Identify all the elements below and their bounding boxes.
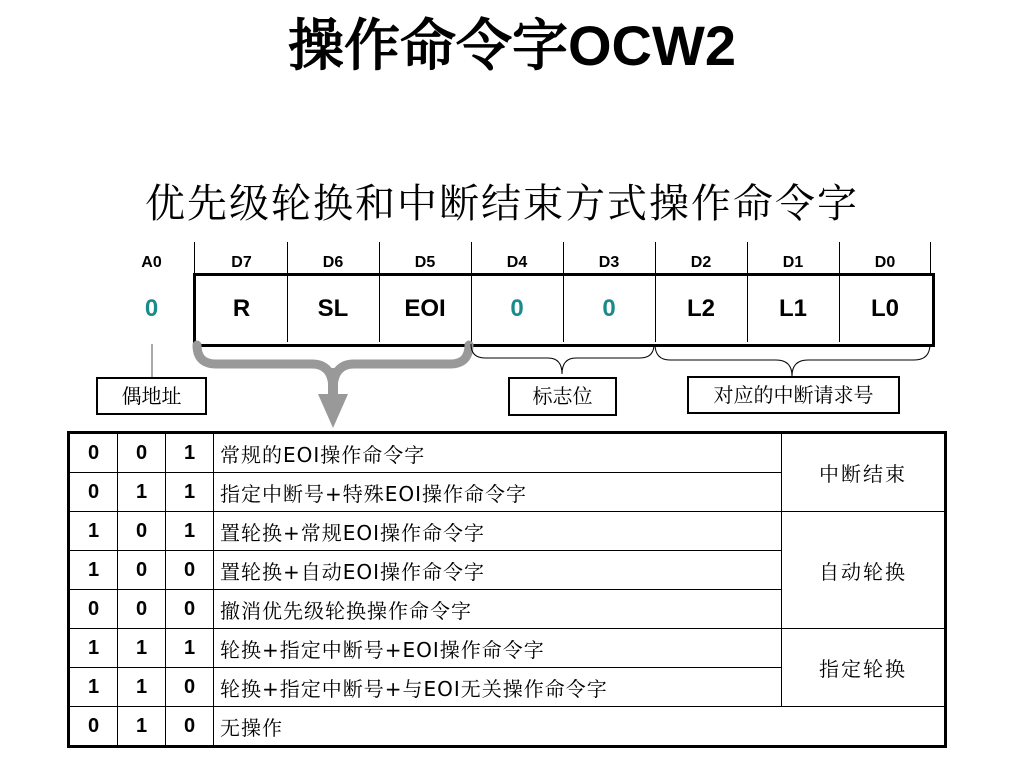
operation-description: 轮换+指定中断号+EOI操作命令字 — [214, 629, 782, 668]
gray-arrow-head — [318, 394, 348, 428]
bit-value-d6: SL — [317, 295, 349, 322]
r-bit: 0 — [69, 707, 118, 747]
sl-bit: 1 — [118, 668, 166, 707]
sl-bit: 1 — [118, 707, 166, 747]
group-auto-rotate: 自动轮换 — [782, 512, 946, 629]
table-row — [69, 433, 946, 473]
eoi-bit: 0 — [166, 551, 214, 590]
group-end-of-interrupt: 中断结束 — [782, 433, 946, 512]
r-bit: 1 — [69, 668, 118, 707]
bit-value-d2: L2 — [686, 295, 715, 322]
irq-number-label: 对应的中断请求号 — [687, 376, 900, 414]
page-title: 操作命令字OCW2 — [288, 14, 736, 77]
r-bit: 0 — [69, 433, 118, 473]
bit-value-d5: EOI — [404, 295, 446, 322]
sl-bit: 1 — [118, 629, 166, 668]
r-bit: 1 — [69, 629, 118, 668]
r-bit: 0 — [69, 590, 118, 629]
operation-description: 置轮换+常规EOI操作命令字 — [214, 512, 782, 551]
bit-value-d1: L1 — [778, 295, 807, 322]
sl-bit: 0 — [118, 590, 166, 629]
sl-bit: 0 — [118, 551, 166, 590]
eoi-bit: 0 — [166, 668, 214, 707]
operation-description: 撤消优先级轮换操作命令字 — [214, 590, 782, 629]
sl-bit: 1 — [118, 473, 166, 512]
gray-arrow-shaft — [328, 368, 338, 396]
bit-value-d7: R — [232, 295, 251, 322]
r-bit: 1 — [69, 551, 118, 590]
operation-description: 指定中断号+特殊EOI操作命令字 — [214, 473, 782, 512]
bit-value-d0: L0 — [870, 295, 899, 322]
bit-label-d6: D6 — [322, 254, 344, 271]
operation-description: 常规的EOI操作命令字 — [214, 433, 782, 473]
eoi-bit: 0 — [166, 590, 214, 629]
operation-description: 置轮换+自动EOI操作命令字 — [214, 551, 782, 590]
eoi-bit: 1 — [166, 629, 214, 668]
bit-label-d5: D5 — [414, 254, 436, 271]
eoi-bit: 1 — [166, 473, 214, 512]
bit-value-a0: 0 — [144, 295, 159, 322]
bit-label-a0: A0 — [141, 254, 162, 271]
table-row — [69, 707, 946, 747]
bit-label-d4: D4 — [506, 254, 528, 271]
eoi-bit: 1 — [166, 512, 214, 551]
group-specific-rotate: 指定轮换 — [782, 629, 946, 707]
subtitle: 优先级轮换和中断结束方式操作命令字 — [145, 181, 859, 227]
bit-label-d1: D1 — [782, 254, 804, 271]
even-address-label: 偶地址 — [96, 377, 207, 415]
bit-label-d7: D7 — [231, 254, 252, 271]
bit-label-d0: D0 — [874, 254, 896, 271]
sl-bit: 0 — [118, 512, 166, 551]
flag-bits-label: 标志位 — [508, 377, 617, 416]
bit-label-d3: D3 — [598, 254, 620, 271]
sl-bit: 0 — [118, 433, 166, 473]
bit-value-d3: 0 — [602, 295, 616, 322]
irq-number-brace — [655, 344, 930, 376]
r-bit: 0 — [69, 473, 118, 512]
eoi-bit: 0 — [166, 707, 214, 747]
bit-label-d2: D2 — [690, 254, 712, 271]
flag-bits-brace — [471, 344, 654, 374]
r-bit: 1 — [69, 512, 118, 551]
ocw2-operations-table — [67, 431, 947, 748]
operation-description: 无操作 — [214, 707, 946, 747]
table-row — [69, 629, 946, 668]
operation-description: 轮换+指定中断号+与EOI无关操作命令字 — [214, 668, 782, 707]
eoi-bit: 1 — [166, 433, 214, 473]
bit-value-d4: 0 — [510, 295, 524, 322]
table-row — [69, 512, 946, 551]
